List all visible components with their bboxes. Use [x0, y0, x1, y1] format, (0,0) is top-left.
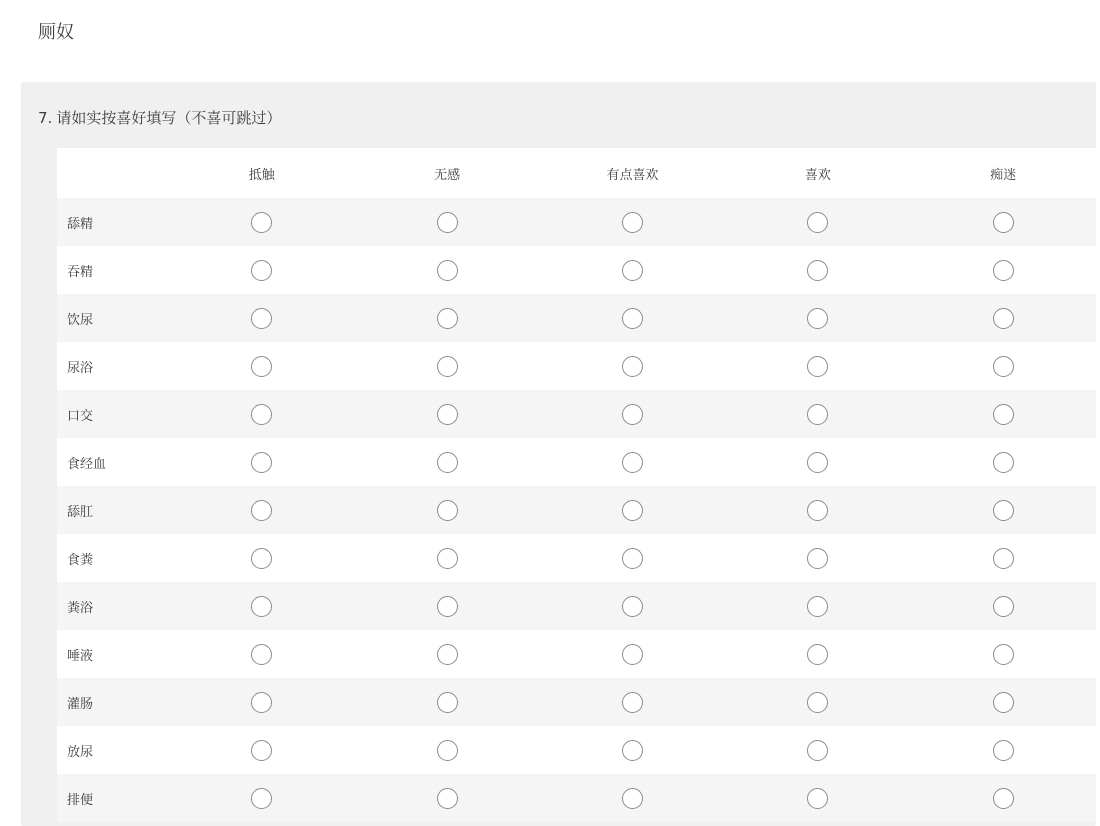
- radio-cell: [540, 774, 725, 822]
- radio-button[interactable]: [993, 548, 1014, 569]
- radio-cell: [540, 390, 725, 438]
- radio-button[interactable]: [993, 692, 1014, 713]
- radio-cell: [169, 534, 354, 582]
- radio-button[interactable]: [622, 308, 643, 329]
- radio-cell: [169, 294, 354, 342]
- row-label: 放尿: [67, 744, 94, 760]
- radio-cell: [354, 774, 539, 822]
- radio-cell: [169, 390, 354, 438]
- radio-cell: [911, 246, 1096, 294]
- radio-button[interactable]: [622, 404, 643, 425]
- radio-cell: [911, 390, 1096, 438]
- radio-button[interactable]: [993, 500, 1014, 521]
- radio-cell: [540, 438, 725, 486]
- radio-button[interactable]: [251, 596, 272, 617]
- row-label: 食粪: [67, 552, 94, 568]
- radio-cell: [169, 438, 354, 486]
- radio-button[interactable]: [437, 644, 458, 665]
- radio-cell: [911, 726, 1096, 774]
- row-label: 饮尿: [67, 312, 94, 328]
- radio-button[interactable]: [807, 308, 828, 329]
- radio-cell: [354, 582, 539, 630]
- radio-button[interactable]: [622, 692, 643, 713]
- radio-button[interactable]: [807, 260, 828, 281]
- radio-button[interactable]: [251, 500, 272, 521]
- table-row: [57, 198, 1096, 246]
- radio-button[interactable]: [251, 260, 272, 281]
- radio-cell: [725, 342, 910, 390]
- table-row: [57, 342, 1096, 390]
- radio-button[interactable]: [807, 212, 828, 233]
- matrix-header-row: [57, 148, 1096, 198]
- radio-cell: [725, 438, 910, 486]
- radio-button[interactable]: [251, 404, 272, 425]
- radio-button[interactable]: [437, 212, 458, 233]
- radio-button[interactable]: [251, 452, 272, 473]
- preference-matrix-table: [57, 148, 1096, 822]
- radio-cell: [540, 534, 725, 582]
- radio-cell: [911, 342, 1096, 390]
- row-label: 灌肠: [67, 696, 94, 712]
- row-label: 吞精: [67, 264, 94, 280]
- table-row: [57, 774, 1096, 822]
- radio-button[interactable]: [807, 596, 828, 617]
- radio-button[interactable]: [437, 452, 458, 473]
- radio-cell: [911, 438, 1096, 486]
- matrix-corner-cell: [57, 148, 169, 198]
- question-card: [21, 82, 1096, 826]
- table-row: [57, 486, 1096, 534]
- radio-cell: [354, 630, 539, 678]
- matrix-column-header: 无感: [434, 167, 461, 183]
- radio-button[interactable]: [622, 788, 643, 809]
- radio-cell: [540, 198, 725, 246]
- radio-cell: [540, 582, 725, 630]
- radio-cell: [169, 630, 354, 678]
- row-label: 口交: [67, 408, 94, 424]
- radio-button[interactable]: [993, 788, 1014, 809]
- table-row: [57, 438, 1096, 486]
- radio-button[interactable]: [622, 356, 643, 377]
- radio-button[interactable]: [807, 548, 828, 569]
- radio-cell: [354, 246, 539, 294]
- radio-cell: [540, 342, 725, 390]
- radio-cell: [354, 534, 539, 582]
- row-label: 食经血: [67, 456, 107, 472]
- table-row: [57, 294, 1096, 342]
- radio-cell: [725, 774, 910, 822]
- radio-button[interactable]: [251, 308, 272, 329]
- radio-cell: [169, 726, 354, 774]
- radio-cell: [725, 678, 910, 726]
- radio-cell: [169, 582, 354, 630]
- radio-button[interactable]: [437, 596, 458, 617]
- radio-cell: [911, 486, 1096, 534]
- radio-cell: [354, 486, 539, 534]
- radio-button[interactable]: [437, 692, 458, 713]
- radio-cell: [911, 198, 1096, 246]
- table-row: [57, 534, 1096, 582]
- row-label: 尿浴: [67, 360, 94, 376]
- question-label: [38, 108, 281, 129]
- row-label: 舔肛: [67, 504, 94, 520]
- radio-button[interactable]: [622, 740, 643, 761]
- radio-cell: [725, 198, 910, 246]
- radio-button[interactable]: [993, 212, 1014, 233]
- radio-button[interactable]: [807, 500, 828, 521]
- radio-button[interactable]: [251, 692, 272, 713]
- radio-button[interactable]: [993, 740, 1014, 761]
- radio-cell: [911, 582, 1096, 630]
- radio-cell: [540, 486, 725, 534]
- radio-button[interactable]: [251, 788, 272, 809]
- radio-cell: [911, 678, 1096, 726]
- radio-button[interactable]: [807, 692, 828, 713]
- radio-cell: [911, 534, 1096, 582]
- radio-button[interactable]: [993, 452, 1014, 473]
- radio-cell: [169, 678, 354, 726]
- radio-cell: [354, 726, 539, 774]
- question-number: 7.: [38, 109, 53, 127]
- radio-cell: [725, 294, 910, 342]
- radio-button[interactable]: [622, 260, 643, 281]
- radio-button[interactable]: [437, 548, 458, 569]
- table-row: [57, 630, 1096, 678]
- radio-cell: [169, 774, 354, 822]
- radio-cell: [354, 438, 539, 486]
- radio-cell: [540, 678, 725, 726]
- radio-cell: [540, 630, 725, 678]
- table-row: [57, 678, 1096, 726]
- radio-button[interactable]: [993, 404, 1014, 425]
- radio-cell: [169, 246, 354, 294]
- row-label: 唾液: [67, 648, 94, 664]
- radio-button[interactable]: [437, 260, 458, 281]
- radio-cell: [354, 678, 539, 726]
- question-text: 请如实按喜好填写（不喜可跳过）: [56, 109, 282, 127]
- matrix-column-header: 喜欢: [804, 167, 831, 183]
- radio-cell: [540, 294, 725, 342]
- radio-cell: [540, 246, 725, 294]
- radio-cell: [725, 486, 910, 534]
- radio-button[interactable]: [622, 596, 643, 617]
- radio-cell: [354, 342, 539, 390]
- radio-button[interactable]: [251, 548, 272, 569]
- matrix-column-header: 有点喜欢: [606, 167, 659, 183]
- radio-cell: [725, 726, 910, 774]
- matrix-body: [57, 198, 1096, 822]
- radio-cell: [725, 582, 910, 630]
- radio-cell: [725, 630, 910, 678]
- matrix-column-header: 痴迷: [990, 167, 1017, 183]
- radio-button[interactable]: [622, 548, 643, 569]
- radio-button[interactable]: [993, 644, 1014, 665]
- radio-cell: [354, 390, 539, 438]
- radio-button[interactable]: [437, 356, 458, 377]
- row-label: 排便: [67, 792, 94, 808]
- table-row: [57, 582, 1096, 630]
- radio-cell: [169, 486, 354, 534]
- radio-cell: [911, 294, 1096, 342]
- radio-button[interactable]: [622, 212, 643, 233]
- radio-button[interactable]: [251, 356, 272, 377]
- matrix-column-header: 抵触: [248, 167, 275, 183]
- radio-button[interactable]: [437, 740, 458, 761]
- radio-button[interactable]: [993, 596, 1014, 617]
- radio-button[interactable]: [437, 788, 458, 809]
- radio-cell: [354, 294, 539, 342]
- radio-cell: [911, 774, 1096, 822]
- row-label: 粪浴: [67, 600, 94, 616]
- radio-button[interactable]: [251, 644, 272, 665]
- radio-button[interactable]: [807, 644, 828, 665]
- table-row: [57, 246, 1096, 294]
- radio-button[interactable]: [807, 356, 828, 377]
- radio-button[interactable]: [807, 788, 828, 809]
- radio-button[interactable]: [807, 404, 828, 425]
- radio-cell: [725, 246, 910, 294]
- radio-button[interactable]: [993, 260, 1014, 281]
- radio-button[interactable]: [437, 404, 458, 425]
- row-label: 舔精: [67, 216, 94, 232]
- radio-cell: [354, 198, 539, 246]
- radio-cell: [540, 726, 725, 774]
- radio-button[interactable]: [807, 452, 828, 473]
- radio-button[interactable]: [622, 452, 643, 473]
- radio-button[interactable]: [807, 740, 828, 761]
- radio-button[interactable]: [251, 212, 272, 233]
- page-title: 厕奴: [38, 22, 74, 43]
- radio-button[interactable]: [993, 308, 1014, 329]
- radio-cell: [725, 534, 910, 582]
- radio-button[interactable]: [622, 500, 643, 521]
- table-row: [57, 726, 1096, 774]
- radio-button[interactable]: [437, 308, 458, 329]
- radio-button[interactable]: [251, 740, 272, 761]
- radio-button[interactable]: [622, 644, 643, 665]
- radio-cell: [169, 198, 354, 246]
- radio-cell: [725, 390, 910, 438]
- radio-button[interactable]: [993, 356, 1014, 377]
- radio-cell: [911, 630, 1096, 678]
- radio-cell: [169, 342, 354, 390]
- table-row: [57, 390, 1096, 438]
- radio-button[interactable]: [437, 500, 458, 521]
